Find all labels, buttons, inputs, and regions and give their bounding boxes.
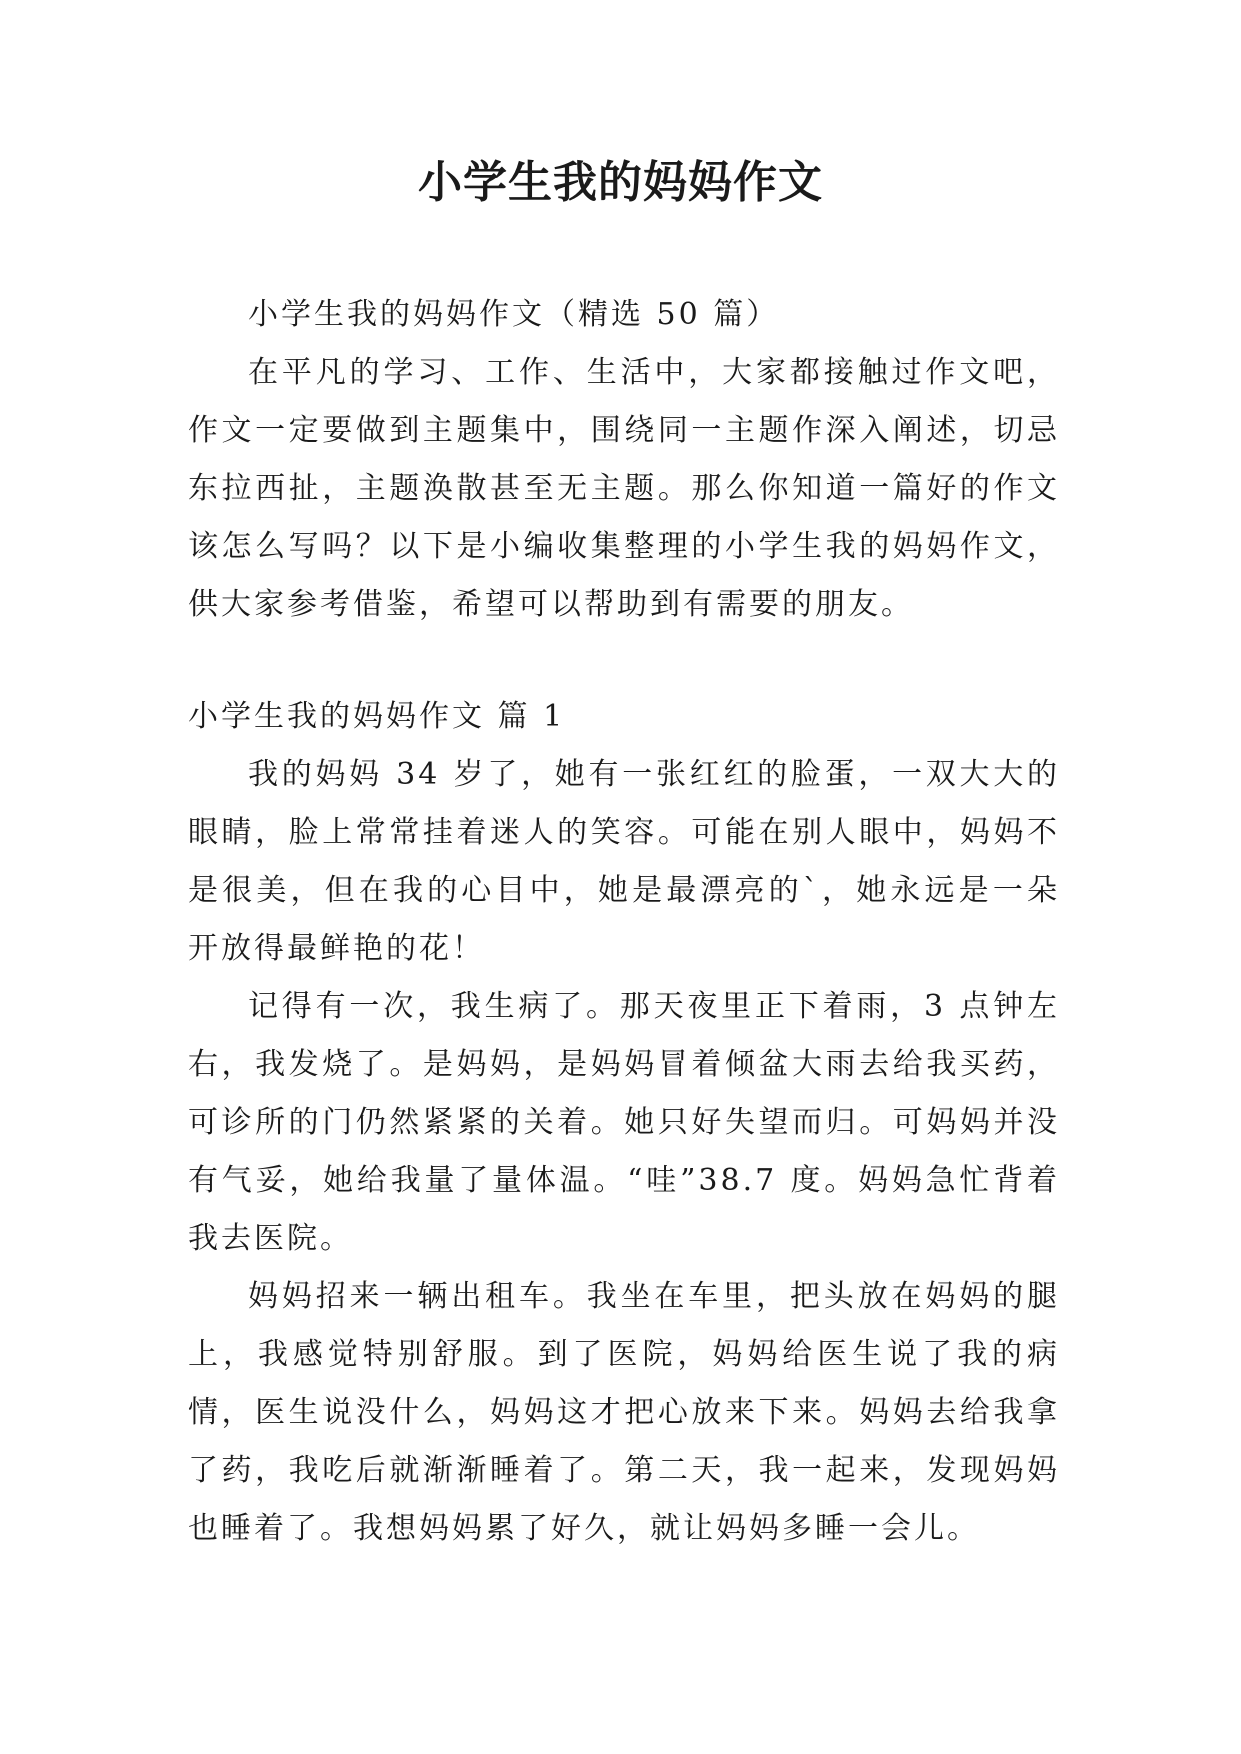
document-title: 小学生我的妈妈作文 [418,157,823,208]
document-subtitle: 小学生我的妈妈作文（精选 50 篇） [248,297,780,332]
body-paragraph: 妈妈招来一辆出租车。我坐在车里，把头放在妈妈的腿上，我感觉特别舒服。到了医院，妈妈给医生说了我的病情，医生说没什么，妈妈这才把心放来下来。妈妈去给我拿了药，我吃后就渐渐睡着了。第二天，我一起来，发现妈妈也睡着了。我想妈妈累了好久，就让妈妈多睡一会儿。 [188,1279,1060,1546]
section-block [188,688,1060,1558]
section-heading: 小学生我的妈妈作文 篇 1 [188,699,566,734]
body-paragraph: 记得有一次，我生病了。那天夜里正下着雨，3 点钟左右，我发烧了。是妈妈，是妈妈冒着倾盆大雨去给我买药，可诊所的门仍然紧紧的关着。她只好失望而归。可妈妈并没有气妥，她给我量了量体温。“哇”38.7 度。妈妈急忙背着我去医院。 [188,989,1060,1256]
intro-block [188,286,1060,634]
intro-paragraph: 在平凡的学习、工作、生活中，大家都接触过作文吧，作文一定要做到主题集中，围绕同一主题作深入阐述，切忌东拉西扯，主题涣散甚至无主题。那么你知道一篇好的作文该怎么写吗？以下是小编收集整理的小学生我的妈妈作文，供大家参考借鉴，希望可以帮助到有需要的朋友。 [188,355,1060,622]
body-paragraph: 我的妈妈 34 岁了，她有一张红红的脸蛋，一双大大的眼睛，脸上常常挂着迷人的笑容。可能在别人眼中，妈妈不是很美，但在我的心目中，她是最漂亮的`，她永远是一朵开放得最鲜艳的花！ [188,757,1060,966]
